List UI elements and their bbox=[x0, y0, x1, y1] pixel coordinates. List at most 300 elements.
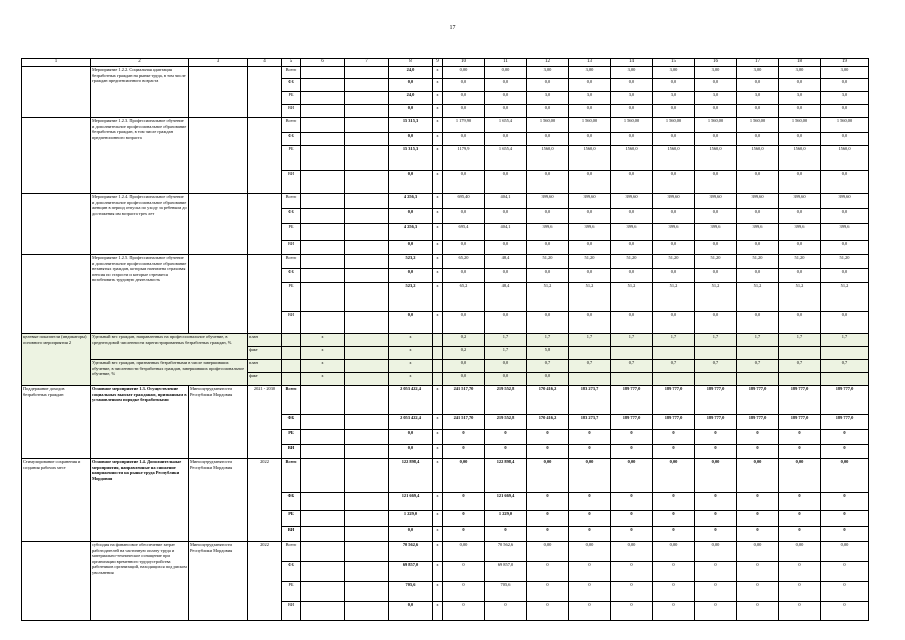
year-value: 0,0 bbox=[779, 79, 821, 92]
indicator-value: 0,7 bbox=[569, 360, 611, 373]
funding-source: ВИ bbox=[282, 241, 301, 255]
column-number: 16 bbox=[695, 59, 737, 67]
year-value: 1 560,00 bbox=[821, 118, 869, 133]
x-mark: х bbox=[433, 133, 443, 146]
year-value: 0,0 bbox=[611, 79, 653, 92]
year-value: 0,0 bbox=[527, 133, 569, 146]
funding-source: РБ bbox=[282, 582, 301, 602]
year-value: 0,0 bbox=[527, 171, 569, 194]
x-mark: х bbox=[301, 373, 345, 386]
indicator-value bbox=[695, 347, 737, 360]
year-value: 0,0 bbox=[443, 133, 485, 146]
year-value: 0 bbox=[569, 602, 611, 621]
period bbox=[248, 255, 282, 334]
year-value: 0,00 bbox=[737, 542, 779, 562]
section-name: Стимулирование сохранения и создания рабочих мест bbox=[22, 459, 91, 542]
funding-source: ВИ bbox=[282, 602, 301, 621]
executor: Минсоцтрудзанятости Республики Мордовия bbox=[189, 386, 248, 459]
measure-name: Основное мероприятие 1.4. Дополнительные мероприятия, направленные на снижение напряженности на рынке труда Республики Мордовия bbox=[91, 459, 189, 542]
year-value: 3,00 bbox=[779, 67, 821, 79]
funding-source: ФБ bbox=[282, 415, 301, 430]
x-mark: х bbox=[433, 602, 443, 621]
total-value: 0,0 bbox=[389, 241, 433, 255]
empty-cell bbox=[301, 194, 345, 209]
year-value: 0,0 bbox=[527, 105, 569, 118]
year-value: 51,20 bbox=[611, 255, 653, 269]
year-value: 51,2 bbox=[821, 283, 869, 312]
year-value: 0,0 bbox=[485, 209, 527, 224]
empty-cell bbox=[282, 334, 301, 347]
year-value: 3,00 bbox=[569, 67, 611, 79]
year-value: 0,0 bbox=[485, 241, 527, 255]
empty-cell bbox=[282, 347, 301, 360]
year-value: 51,2 bbox=[527, 283, 569, 312]
year-value: 399,60 bbox=[695, 194, 737, 209]
x-mark: х bbox=[433, 511, 443, 527]
plan-fact-label: факт bbox=[248, 373, 282, 386]
table-row bbox=[22, 542, 869, 562]
year-value: 51,20 bbox=[821, 255, 869, 269]
year-value: 0,00 bbox=[653, 542, 695, 562]
funding-source: ВИ bbox=[282, 312, 301, 334]
year-value: 0,00 bbox=[695, 542, 737, 562]
indicator-value bbox=[611, 347, 653, 360]
year-value: 0,0 bbox=[443, 312, 485, 334]
year-value: 0,0 bbox=[821, 171, 869, 194]
year-value: 1560,0 bbox=[653, 146, 695, 171]
year-value: 0,0 bbox=[485, 171, 527, 194]
empty-cell bbox=[345, 386, 389, 415]
indicator-value: 1,7 bbox=[611, 334, 653, 347]
x-mark: х bbox=[301, 347, 345, 360]
empty-cell bbox=[345, 92, 389, 105]
indicator-value bbox=[821, 347, 869, 360]
year-value: 0 bbox=[821, 511, 869, 527]
plan-fact-label: план bbox=[248, 360, 282, 373]
empty-cell bbox=[301, 542, 345, 562]
year-value: 189 777,0 bbox=[653, 415, 695, 430]
indicator-value bbox=[569, 347, 611, 360]
funding-source: Всего bbox=[282, 386, 301, 415]
empty-cell bbox=[433, 360, 443, 373]
x-mark: х bbox=[433, 118, 443, 133]
year-value: 0 bbox=[695, 582, 737, 602]
period: 2021 - 2030 bbox=[248, 386, 282, 459]
year-value: 0,0 bbox=[485, 133, 527, 146]
year-value: 0 bbox=[485, 602, 527, 621]
year-value: 0 bbox=[527, 493, 569, 511]
year-value: 0,0 bbox=[485, 79, 527, 92]
year-value: 0 bbox=[569, 493, 611, 511]
year-value: 0,0 bbox=[611, 312, 653, 334]
empty-cell bbox=[345, 360, 389, 373]
year-value: 0 bbox=[779, 562, 821, 582]
period bbox=[248, 118, 282, 194]
empty-cell bbox=[345, 209, 389, 224]
year-value: 0 bbox=[485, 430, 527, 445]
year-value: 51,20 bbox=[695, 255, 737, 269]
measure-name: Основное мероприятие 1.3. Осуществление социальных выплат гражданам, признанным в установленном порядке безработными bbox=[91, 386, 189, 459]
empty-cell bbox=[345, 171, 389, 194]
indicator-value: 0,7 bbox=[779, 360, 821, 373]
year-value: 0 bbox=[611, 445, 653, 459]
year-value: 0 bbox=[737, 527, 779, 542]
year-value: 0,0 bbox=[779, 171, 821, 194]
indicator-value: 0,0 bbox=[443, 373, 485, 386]
indicator-value bbox=[737, 373, 779, 386]
year-value: 241 517,70 bbox=[443, 386, 485, 415]
year-value: 0,0 bbox=[485, 312, 527, 334]
indicator-description: Удельный вес граждан, признанных безработными в числе завершивших обучение, в численности безработных граждан, завершивших профессиональное обучение, % bbox=[91, 360, 248, 386]
year-value: 0,0 bbox=[821, 105, 869, 118]
empty-cell bbox=[345, 445, 389, 459]
year-value: 0 bbox=[695, 445, 737, 459]
empty-cell bbox=[345, 582, 389, 602]
year-value: 0 bbox=[527, 562, 569, 582]
year-value: 0,0 bbox=[611, 171, 653, 194]
year-value: 0,0 bbox=[737, 133, 779, 146]
year-value: 170 416,2 bbox=[527, 415, 569, 430]
year-value: 0 bbox=[695, 562, 737, 582]
year-value: 0 bbox=[569, 562, 611, 582]
year-value: 0 bbox=[779, 602, 821, 621]
year-value: 1560,0 bbox=[737, 146, 779, 171]
empty-cell bbox=[301, 415, 345, 430]
empty-cell bbox=[345, 602, 389, 621]
year-value: 0,0 bbox=[569, 171, 611, 194]
year-value: 0 bbox=[653, 493, 695, 511]
year-value: 189 777,0 bbox=[611, 386, 653, 415]
year-value: 51,2 bbox=[779, 283, 821, 312]
column-number: 6 bbox=[301, 59, 345, 67]
year-value: 399,60 bbox=[653, 194, 695, 209]
empty-cell bbox=[301, 602, 345, 621]
x-mark: х bbox=[433, 79, 443, 92]
empty-cell bbox=[282, 373, 301, 386]
year-value: 0,0 bbox=[611, 241, 653, 255]
indicator-row bbox=[22, 360, 869, 373]
year-value: 0,0 bbox=[653, 312, 695, 334]
header-row bbox=[22, 59, 869, 67]
x-mark: х bbox=[389, 347, 433, 360]
year-value: 695,4 bbox=[443, 224, 485, 241]
year-value: 399,60 bbox=[779, 194, 821, 209]
year-value: 0,0 bbox=[779, 241, 821, 255]
year-value: 0,0 bbox=[737, 269, 779, 283]
x-mark: х bbox=[433, 312, 443, 334]
indicator-value: 5,8 bbox=[527, 347, 569, 360]
x-mark: х bbox=[433, 194, 443, 209]
total-value: 0,0 bbox=[389, 79, 433, 92]
funding-source: Всего bbox=[282, 255, 301, 269]
table-row bbox=[22, 459, 869, 493]
year-value: 0,0 bbox=[569, 133, 611, 146]
year-value: 0,0 bbox=[737, 209, 779, 224]
funding-source: Всего bbox=[282, 459, 301, 493]
year-value: 0 bbox=[653, 527, 695, 542]
year-value: 51,2 bbox=[653, 283, 695, 312]
indicator-value: 0,0 bbox=[485, 373, 527, 386]
empty-cell bbox=[301, 269, 345, 283]
executor: Минсоцтрудзанятости Республики Мордовия bbox=[189, 542, 248, 621]
year-value: 51,20 bbox=[569, 255, 611, 269]
year-value: 0 bbox=[569, 582, 611, 602]
total-value: 69 857,0 bbox=[389, 562, 433, 582]
year-value: 0 bbox=[443, 582, 485, 602]
year-value: 0 bbox=[611, 493, 653, 511]
year-value: 0,00 bbox=[695, 459, 737, 493]
year-value: 1 560,00 bbox=[779, 118, 821, 133]
year-value: 1 655,4 bbox=[485, 146, 527, 171]
funding-source: Всего bbox=[282, 118, 301, 133]
year-value: 189 777,0 bbox=[695, 415, 737, 430]
executor: Минсоцтрудзанятости Республики Мордовия bbox=[189, 459, 248, 542]
year-value: 0,0 bbox=[527, 79, 569, 92]
year-value: 0,0 bbox=[695, 269, 737, 283]
year-value: 0 bbox=[443, 562, 485, 582]
year-value: 0,0 bbox=[695, 312, 737, 334]
year-value: 122 898,4 bbox=[485, 459, 527, 493]
year-value: 3,0 bbox=[569, 92, 611, 105]
section-name bbox=[22, 67, 91, 118]
year-value: 65,2 bbox=[443, 283, 485, 312]
indicator-row bbox=[22, 334, 869, 347]
year-value: 3,0 bbox=[527, 92, 569, 105]
indicator-value: 1,7 bbox=[653, 334, 695, 347]
empty-cell bbox=[345, 255, 389, 269]
year-value: 0 bbox=[653, 602, 695, 621]
indicator-value: 1,7 bbox=[485, 334, 527, 347]
year-value: 1 560,00 bbox=[569, 118, 611, 133]
year-value: 0,0 bbox=[695, 79, 737, 92]
year-value: 51,2 bbox=[611, 283, 653, 312]
year-value: 0,0 bbox=[653, 79, 695, 92]
funding-source: ФБ bbox=[282, 562, 301, 582]
year-value: 3,00 bbox=[737, 67, 779, 79]
year-value: 0 bbox=[611, 511, 653, 527]
year-value: 3,0 bbox=[695, 92, 737, 105]
indicator-value bbox=[779, 347, 821, 360]
year-value: 0 bbox=[653, 445, 695, 459]
year-value: 0 bbox=[653, 430, 695, 445]
x-mark: х bbox=[433, 171, 443, 194]
column-number: 11 bbox=[485, 59, 527, 67]
year-value: 399,6 bbox=[527, 224, 569, 241]
year-value: 1 560,00 bbox=[695, 118, 737, 133]
year-value: 399,6 bbox=[821, 224, 869, 241]
year-value: 0,0 bbox=[821, 241, 869, 255]
empty-cell bbox=[433, 373, 443, 386]
year-value: 0,00 bbox=[527, 542, 569, 562]
total-value: 0,0 bbox=[389, 269, 433, 283]
empty-cell bbox=[345, 283, 389, 312]
year-value: 0 bbox=[443, 430, 485, 445]
empty-cell bbox=[345, 241, 389, 255]
year-value: 1 560,00 bbox=[527, 118, 569, 133]
year-value: 0 bbox=[611, 602, 653, 621]
total-value: 0,0 bbox=[389, 209, 433, 224]
funding-source: ФБ bbox=[282, 79, 301, 92]
year-value: 1179,9 bbox=[443, 146, 485, 171]
year-value: 121 669,4 bbox=[485, 493, 527, 511]
empty-cell bbox=[301, 312, 345, 334]
year-value: 0,0 bbox=[527, 269, 569, 283]
total-value: 122 898,4 bbox=[389, 459, 433, 493]
year-value: 1 560,00 bbox=[611, 118, 653, 133]
indicator-value: 0,0 bbox=[485, 360, 527, 373]
year-value: 0,00 bbox=[611, 542, 653, 562]
year-value: 183 273,7 bbox=[569, 386, 611, 415]
column-number: 17 bbox=[737, 59, 779, 67]
total-value: 24,0 bbox=[389, 67, 433, 79]
year-value: 0,0 bbox=[443, 209, 485, 224]
year-value: 0 bbox=[737, 493, 779, 511]
empty-cell bbox=[301, 430, 345, 445]
total-value: 0,0 bbox=[389, 445, 433, 459]
year-value: 404,1 bbox=[485, 194, 527, 209]
funding-source: ФБ bbox=[282, 493, 301, 511]
year-value: 0 bbox=[779, 511, 821, 527]
total-value: 15 315,3 bbox=[389, 118, 433, 133]
column-number: 12 bbox=[527, 59, 569, 67]
funding-source: Всего bbox=[282, 194, 301, 209]
year-value: 1560,0 bbox=[779, 146, 821, 171]
x-mark: х bbox=[433, 283, 443, 312]
funding-source: РБ bbox=[282, 511, 301, 527]
year-value: 0 bbox=[779, 445, 821, 459]
total-value: 523,2 bbox=[389, 255, 433, 269]
year-value: 0,0 bbox=[695, 209, 737, 224]
executor bbox=[189, 255, 248, 334]
section-name: Поддержание доходов безработных граждан bbox=[22, 386, 91, 459]
year-value: 0 bbox=[695, 430, 737, 445]
year-value: 0,0 bbox=[821, 209, 869, 224]
empty-cell bbox=[345, 118, 389, 133]
empty-cell bbox=[301, 241, 345, 255]
empty-cell bbox=[301, 67, 345, 79]
year-value: 1560,0 bbox=[821, 146, 869, 171]
x-mark: х bbox=[433, 146, 443, 171]
total-value: 4 256,3 bbox=[389, 224, 433, 241]
x-mark: х bbox=[301, 360, 345, 373]
period: 2022 bbox=[248, 459, 282, 542]
column-number: 14 bbox=[611, 59, 653, 67]
year-value: 399,60 bbox=[527, 194, 569, 209]
year-value: 69 857,0 bbox=[485, 562, 527, 582]
year-value: 0 bbox=[611, 582, 653, 602]
measure-name: Мероприятие 1.2.5. Профессиональное обучение и дополнительное профессиональное образование незанятых граждан, которым назначена страховая пенсия по старости и которые стремятся возобновить трудовую деятельность bbox=[91, 255, 189, 334]
empty-cell bbox=[345, 511, 389, 527]
indicator-value: 0,2 bbox=[443, 334, 485, 347]
year-value: 0,00 bbox=[443, 542, 485, 562]
total-value: 705,6 bbox=[389, 582, 433, 602]
indicator-value: 0,0 bbox=[527, 373, 569, 386]
year-value: 0,0 bbox=[485, 92, 527, 105]
empty-cell bbox=[433, 347, 443, 360]
funding-source: РБ bbox=[282, 224, 301, 241]
empty-cell bbox=[345, 79, 389, 92]
year-value: 3,00 bbox=[611, 67, 653, 79]
indicator-value: 0,7 bbox=[611, 360, 653, 373]
year-value: 0 bbox=[611, 562, 653, 582]
empty-cell bbox=[345, 347, 389, 360]
year-value: 1560,0 bbox=[527, 146, 569, 171]
year-value: 0 bbox=[485, 527, 527, 542]
x-mark: х bbox=[433, 269, 443, 283]
year-value: 0 bbox=[779, 527, 821, 542]
indicator-value: 1,7 bbox=[695, 334, 737, 347]
year-value: 51,20 bbox=[779, 255, 821, 269]
year-value: 189 777,0 bbox=[821, 415, 869, 430]
empty-cell bbox=[301, 209, 345, 224]
empty-cell bbox=[345, 312, 389, 334]
column-number: 4 bbox=[248, 59, 282, 67]
x-mark: х bbox=[433, 241, 443, 255]
x-mark: х bbox=[433, 92, 443, 105]
empty-cell bbox=[345, 542, 389, 562]
indicator-value: 0,0 bbox=[443, 360, 485, 373]
empty-cell bbox=[301, 511, 345, 527]
x-mark: х bbox=[433, 582, 443, 602]
empty-cell bbox=[345, 67, 389, 79]
funding-source: ФБ bbox=[282, 133, 301, 146]
empty-cell bbox=[433, 334, 443, 347]
year-value: 1560,0 bbox=[611, 146, 653, 171]
empty-cell bbox=[301, 283, 345, 312]
year-value: 0,0 bbox=[569, 105, 611, 118]
empty-cell bbox=[345, 269, 389, 283]
year-value: 0,0 bbox=[821, 133, 869, 146]
total-value: 121 669,4 bbox=[389, 493, 433, 511]
year-value: 0 bbox=[821, 430, 869, 445]
year-value: 189 777,0 bbox=[611, 415, 653, 430]
year-value: 189 777,0 bbox=[821, 386, 869, 415]
column-number: 5 bbox=[282, 59, 301, 67]
year-value: 0,0 bbox=[443, 105, 485, 118]
empty-cell bbox=[345, 562, 389, 582]
year-value: 51,2 bbox=[737, 283, 779, 312]
x-mark: х bbox=[433, 493, 443, 511]
year-value: 0,0 bbox=[653, 105, 695, 118]
year-value: 3,00 bbox=[653, 67, 695, 79]
year-value: 0,0 bbox=[653, 241, 695, 255]
indicator-value bbox=[611, 373, 653, 386]
year-value: 0,0 bbox=[737, 241, 779, 255]
column-number: 9 bbox=[433, 59, 443, 67]
funding-source: РБ bbox=[282, 430, 301, 445]
year-value: 0 bbox=[737, 430, 779, 445]
year-value: 0,0 bbox=[443, 92, 485, 105]
year-value: 0 bbox=[527, 511, 569, 527]
year-value: 0 bbox=[569, 527, 611, 542]
empty-cell bbox=[345, 430, 389, 445]
indicator-value: 0,7 bbox=[695, 360, 737, 373]
column-number: 8 bbox=[389, 59, 433, 67]
year-value: 0 bbox=[821, 493, 869, 511]
table-row bbox=[22, 67, 869, 79]
year-value: 1 179,90 bbox=[443, 118, 485, 133]
total-value: 0,0 bbox=[389, 430, 433, 445]
indicator-value: 1,7 bbox=[485, 347, 527, 360]
year-value: 399,6 bbox=[653, 224, 695, 241]
year-value: 70 562,6 bbox=[485, 542, 527, 562]
year-value: 0,0 bbox=[821, 269, 869, 283]
indicator-value: 1,7 bbox=[821, 334, 869, 347]
year-value: 399,6 bbox=[611, 224, 653, 241]
year-value: 0,0 bbox=[527, 209, 569, 224]
table-row bbox=[22, 118, 869, 133]
empty-cell bbox=[345, 493, 389, 511]
